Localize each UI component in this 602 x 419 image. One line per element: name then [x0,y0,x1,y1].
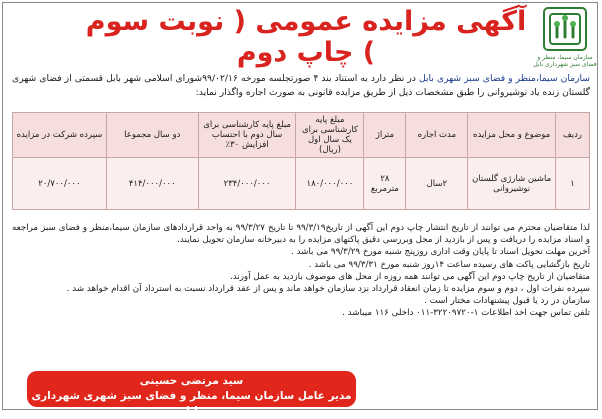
auction-table [12,112,590,210]
paragraph: لذا متقاضیان محترم می توانند از تاریخ انتشار چاپ دوم این آگهی از تاریخ۹۹/۳/۱۹ تا تاریخ ۹۹/۳/۲۷ به واحد قراردادهای سازمان سیما،منظر و فضای سبز مراجعه و اسناد مزایده را دریافت و پس از بازدید از محل وبررسی دقیق پاکتهای مزایده را به دبیرخانه سازمان تحویل نمایند. [12,223,590,246]
table-row [13,158,590,210]
col-header: موضوع و محل مزایده [468,113,556,158]
table-cell: ۴۱۴/۰۰۰/۰۰۰ [106,158,198,210]
paragraph: تلفن تماس جهت اخذ اطلاعات ۱-۳۲۲۰۹۷۲۰-۰۱۱ داخلی ۱۱۶ میباشد . [342,308,590,319]
table-cell: ۲۸ مترمربع [364,158,406,210]
paragraph: سپرده نفرات اول ، دوم و سوم مزایده تا زمان انعقاد قرارداد نزد سازمان خواهد ماند و پس از عقد قرارداد نسبت به استرداد آن اقدام خواهد شد . [66,284,590,295]
col-header: مبلغ پایه کارشناسی برای سال دوم با احتساب افزایش ۳۰٪ [198,113,296,158]
col-header: سپرده شرکت در مزایده [13,113,107,158]
table-cell: ۲سال [406,158,468,210]
table-cell: ۱۸۰/۰۰۰/۰۰۰ [296,158,364,210]
paragraph: آخرین مهلت تحویل اسناد تا پایان وقت اداری روزپنج شنبه مورخ ۹۹/۳/۲۹ می باشد . [291,247,590,258]
col-header: دو سال مجموعا [106,113,198,158]
intro-text: در نظر دارد به استناد بند ۴ صورتجلسه مورخه ۹۹/۰۲/۱۶شورای اسلامی شهر بابل قسمتی از فضای شهری گلستان زنده یاد نوشیروانی را طبق مشخصات ذیل از طریق مزایده قانونی به صورت اجاره واگذار نماید: [12,73,590,98]
paragraph: سازمان در رد یا قبول پیشنهادات مختار است . [424,296,590,307]
col-header: مبلغ پایه کارشناسی برای یک سال اول (ریال) [296,113,364,158]
conditions-text [12,222,590,320]
organization-name: سازمان سیما،منظر و فضای سبز شهری بابل [418,73,590,84]
paragraph: تاریخ بازگشایی پاکت های رسیده ساعت ۱۴روز شنبه مورخ ۹۹/۳/۳۱ می باشد . [308,259,590,270]
signatory-role: مدیر عامل سازمان سیما، منظر و فضای سبز شهری شهرداری بابل [31,390,352,417]
table-cell: ۲۰/۷۰۰/۰۰۰ [13,158,107,210]
logo-caption: سازمان سیما، منظر و فضای سبز شهرداری بابل [533,54,597,68]
organization-logo-icon [540,4,590,54]
intro-paragraph [12,72,590,100]
table-cell: ۲۳۴/۰۰۰/۰۰۰ [198,158,296,210]
table-cell: ماشین شارژی گلستان نوشیروانی [468,158,556,210]
table-header-row [13,113,590,158]
col-header: ردیف [556,113,590,158]
signatory-name: سید مرتضی حسینی [139,375,244,387]
col-header: متراژ [364,113,406,158]
col-header: مدت اجاره [406,113,468,158]
page-title: آگهی مزایده عمومی ( نوبت سوم ) چاپ دوم [85,6,527,68]
paragraph: متقاضیان از تاریخ چاپ دوم این آگهی می توانند همه روزه از محل های موصوف بازدید به عمل آورند. [229,271,590,282]
signature-box [27,371,356,417]
table-cell: ۱ [556,158,590,210]
header [0,0,602,68]
